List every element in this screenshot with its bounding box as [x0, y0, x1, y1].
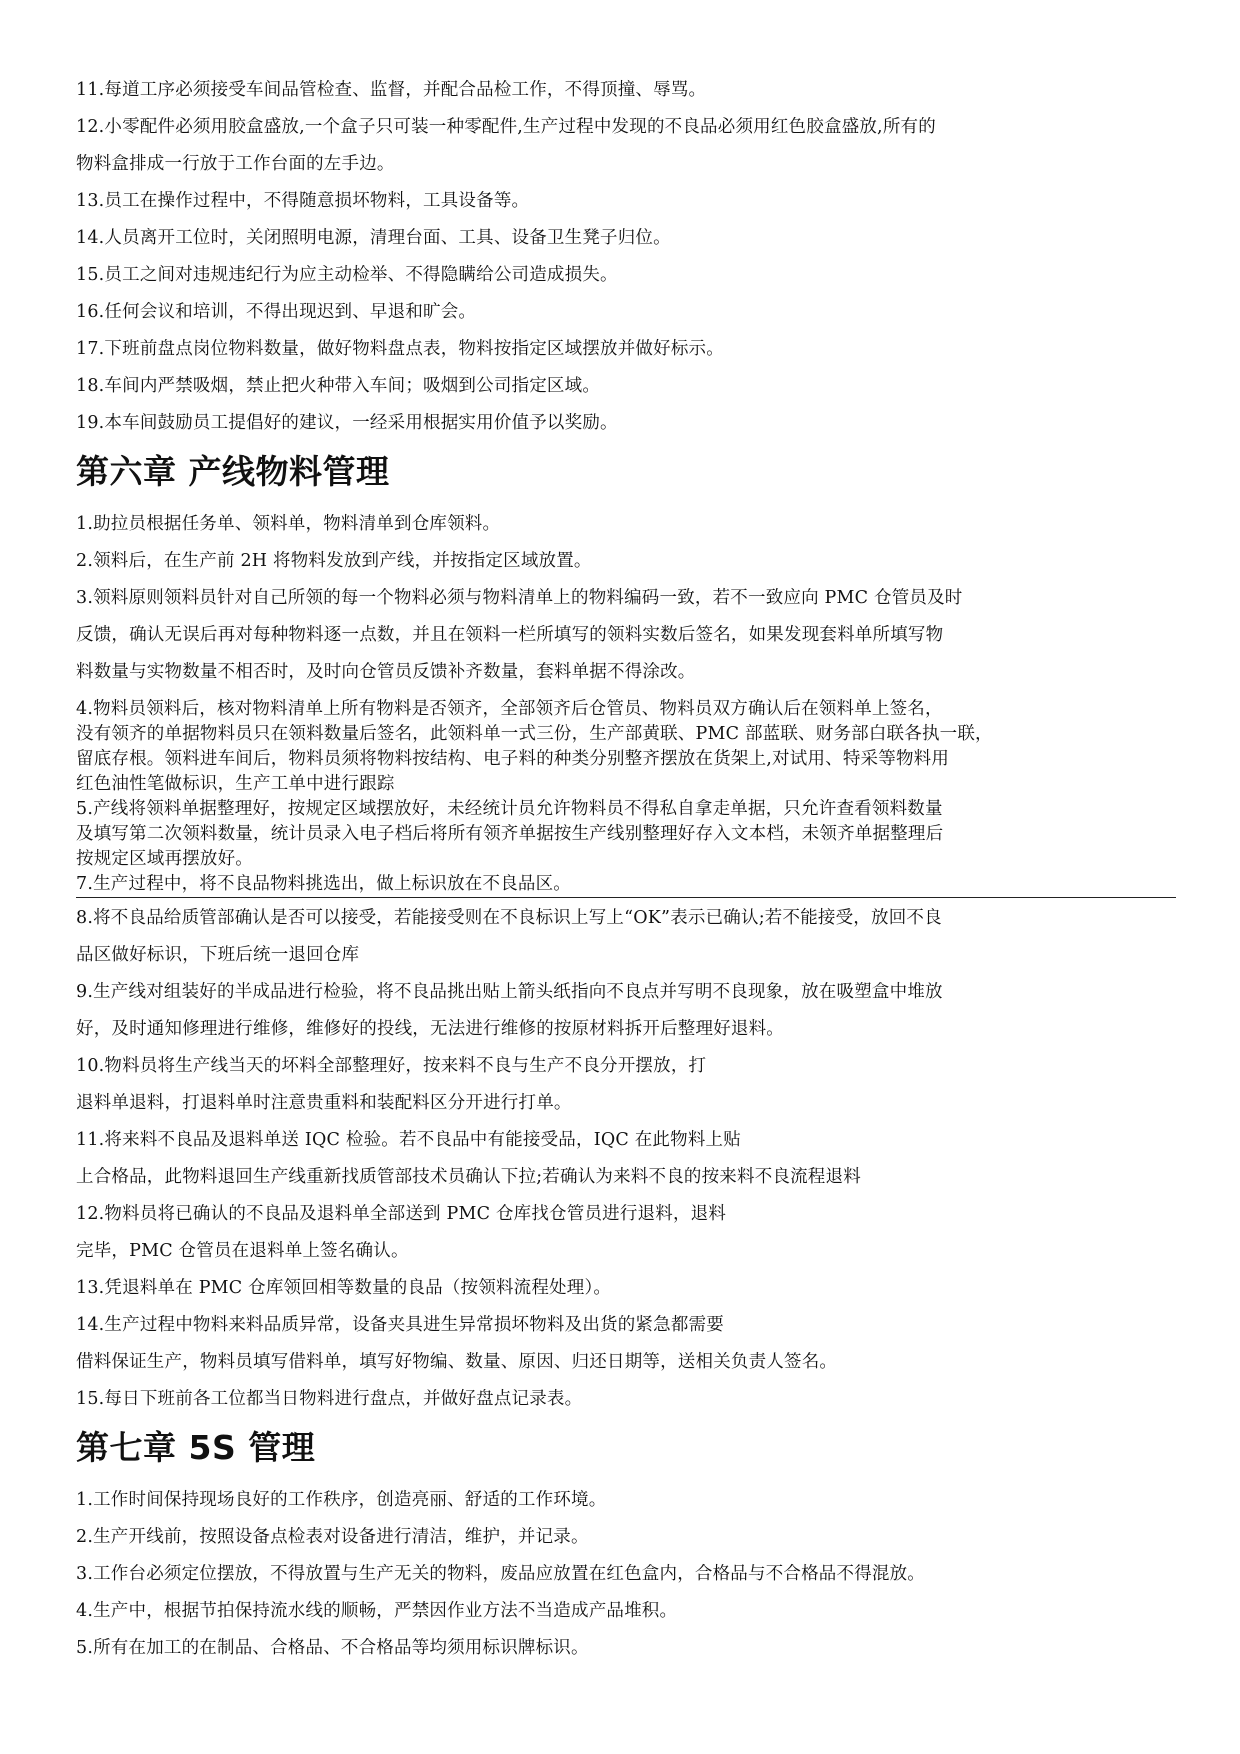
material-item-continuation: 料数量与实物数量不相否时，及时向仓管员反馈补齐数量，套料单据不得涂改。 — [76, 662, 696, 682]
material-item: 12.物料员将已确认的不良品及退料单全部送到 PMC 仓库找仓管员进行退料，退料 — [76, 1204, 727, 1224]
material-item-continuation: 借料保证生产，物料员填写借料单，填写好物编、数量、原因、归还日期等，送相关负责人签名。 — [76, 1352, 838, 1372]
material-item: 10.物料员将生产线当天的坏料全部整理好，按来料不良与生产不良分开摆放，打 — [76, 1056, 707, 1076]
material-item: 13.凭退料单在 PMC 仓库领回相等数量的良品（按领料流程处理）。 — [76, 1278, 612, 1298]
rule-item: 16.任何会议和培训，不得出现迟到、早退和旷会。 — [76, 302, 477, 322]
chapter-7-body — [76, 1482, 1176, 1667]
material-item-continuation: 红色油性笔做标识，生产工单中进行跟踪 — [76, 774, 395, 794]
material-item: 5.产线将领料单据整理好，按规定区域摆放好，未经统计员允许物料员不得私自拿走单据，只允许查看领料数量 — [76, 799, 943, 819]
material-item: 2.领料后，在生产前 2H 将物料发放到产线，并按指定区域放置。 — [76, 551, 592, 571]
material-item-continuation: 好，及时通知修理进行维修，维修好的投线，无法进行维修的按原材料拆开后整理好退料。 — [76, 1019, 784, 1039]
rule-item: 11.每道工序必须接受车间品管检查、监督，并配合品检工作，不得顶撞、辱骂。 — [76, 80, 707, 100]
material-item-continuation: 品区做好标识，下班后统一退回仓库 — [76, 945, 360, 965]
5s-item: 2.生产开线前，按照设备点检表对设备进行清洁，维护，并记录。 — [76, 1527, 589, 1547]
5s-item: 3.工作台必须定位摆放，不得放置与生产无关的物料，废品应放置在红色盒内，合格品与不合格品不得混放。 — [76, 1564, 925, 1584]
rule-item: 19.本车间鼓励员工提倡好的建议，一经采用根据实用价值予以奖励。 — [76, 413, 618, 433]
rule-item-continuation: 物料盒排成一行放于工作台面的左手边。 — [76, 154, 395, 174]
material-item-continuation: 完毕，PMC 仓管员在退料单上签名确认。 — [76, 1241, 409, 1261]
chapter-6-body — [76, 506, 1176, 1418]
material-item: 14.生产过程中物料来料品质异常，设备夹具进生异常损坏物料及出货的紧急都需要 — [76, 1315, 724, 1335]
rule-item: 12.小零配件必须用胶盒盛放,一个盒子只可装一种零配件,生产过程中发现的不良品必须用红色胶盒盛放,所有的 — [76, 117, 936, 137]
material-item: 1.助拉员根据任务单、领料单，物料清单到仓库领料。 — [76, 514, 501, 534]
material-item: 15.每日下班前各工位都当日物料进行盘点，并做好盘点记录表。 — [76, 1389, 583, 1409]
material-item: 8.将不良品给质管部确认是否可以接受，若能接受则在不良标识上写上“OK”表示已确认;若不能接受，放回不良 — [76, 908, 942, 928]
rule-item: 13.员工在操作过程中，不得随意损坏物料，工具设备等。 — [76, 191, 530, 211]
material-item-continuation: 上合格品，此物料退回生产线重新找质管部技术员确认下拉;若确认为来料不良的按来料不良流程退料 — [76, 1167, 861, 1187]
chapter-6-heading: 第六章 产线物料管理 — [76, 452, 390, 491]
material-item-continuation: 反馈，确认无误后再对每种物料逐一点数，并且在领料一栏所填写的领料实数后签名，如果发现套料单所填写物 — [76, 625, 944, 645]
rules-continued — [76, 72, 1176, 442]
material-item-continuation: 没有领齐的单据物料员只在领料数量后签名，此领料单一式三份，生产部黄联、PMC 部蓝联、财务部白联各执一联， — [76, 724, 993, 744]
document-page — [76, 72, 1176, 1667]
material-item: 9.生产线对组装好的半成品进行检验，将不良品挑出贴上箭头纸指向不良点并写明不良现象，放在吸塑盒中堆放 — [76, 982, 943, 1002]
material-item-continuation: 按规定区域再摆放好。 — [76, 849, 253, 869]
material-item: 7.生产过程中，将不良品物料挑选出，做上标识放在不良品区。 — [76, 872, 1176, 898]
material-item-continuation: 退料单退料，打退料单时注意贵重料和装配料区分开进行打单。 — [76, 1093, 572, 1113]
material-item: 11.将来料不良品及退料单送 IQC 检验。若不良品中有能接受品，IQC 在此物料上贴 — [76, 1130, 741, 1150]
material-items-dense-block — [76, 697, 1176, 898]
material-item-continuation: 留底存根。领料进车间后，物料员须将物料按结构、电子料的种类分别整齐摆放在货架上,对试用、特采等物料用 — [76, 749, 950, 769]
rule-item: 18.车间内严禁吸烟，禁止把火种带入车间；吸烟到公司指定区域。 — [76, 376, 601, 396]
rule-item: 15.员工之间对违规违纪行为应主动检举、不得隐瞒给公司造成损失。 — [76, 265, 618, 285]
material-item-continuation: 及填写第二次领料数量，统计员录入电子档后将所有领齐单据按生产线别整理好存入文本档，未领齐单据整理后 — [76, 824, 944, 844]
chapter-7-heading: 第七章 5S 管理 — [76, 1428, 316, 1467]
rule-item: 17.下班前盘点岗位物料数量，做好物料盘点表，物料按指定区域摆放并做好标示。 — [76, 339, 724, 359]
5s-item: 1.工作时间保持现场良好的工作秩序，创造亮丽、舒适的工作环境。 — [76, 1490, 607, 1510]
5s-item: 4.生产中，根据节拍保持流水线的顺畅，严禁因作业方法不当造成产品堆积。 — [76, 1601, 678, 1621]
material-item: 3.领料原则领料员针对自己所领的每一个物料必须与物料清单上的物料编码一致，若不一致应向 PMC 仓管员及时 — [76, 588, 963, 608]
material-item: 4.物料员领料后，核对物料清单上所有物料是否领齐，全部领齐后仓管员、物料员双方确认后在领料单上签名， — [76, 699, 943, 719]
5s-item: 5.所有在加工的在制品、合格品、不合格品等均须用标识牌标识。 — [76, 1638, 589, 1658]
rule-item: 14.人员离开工位时，关闭照明电源，清理台面、工具、设备卫生凳子归位。 — [76, 228, 671, 248]
